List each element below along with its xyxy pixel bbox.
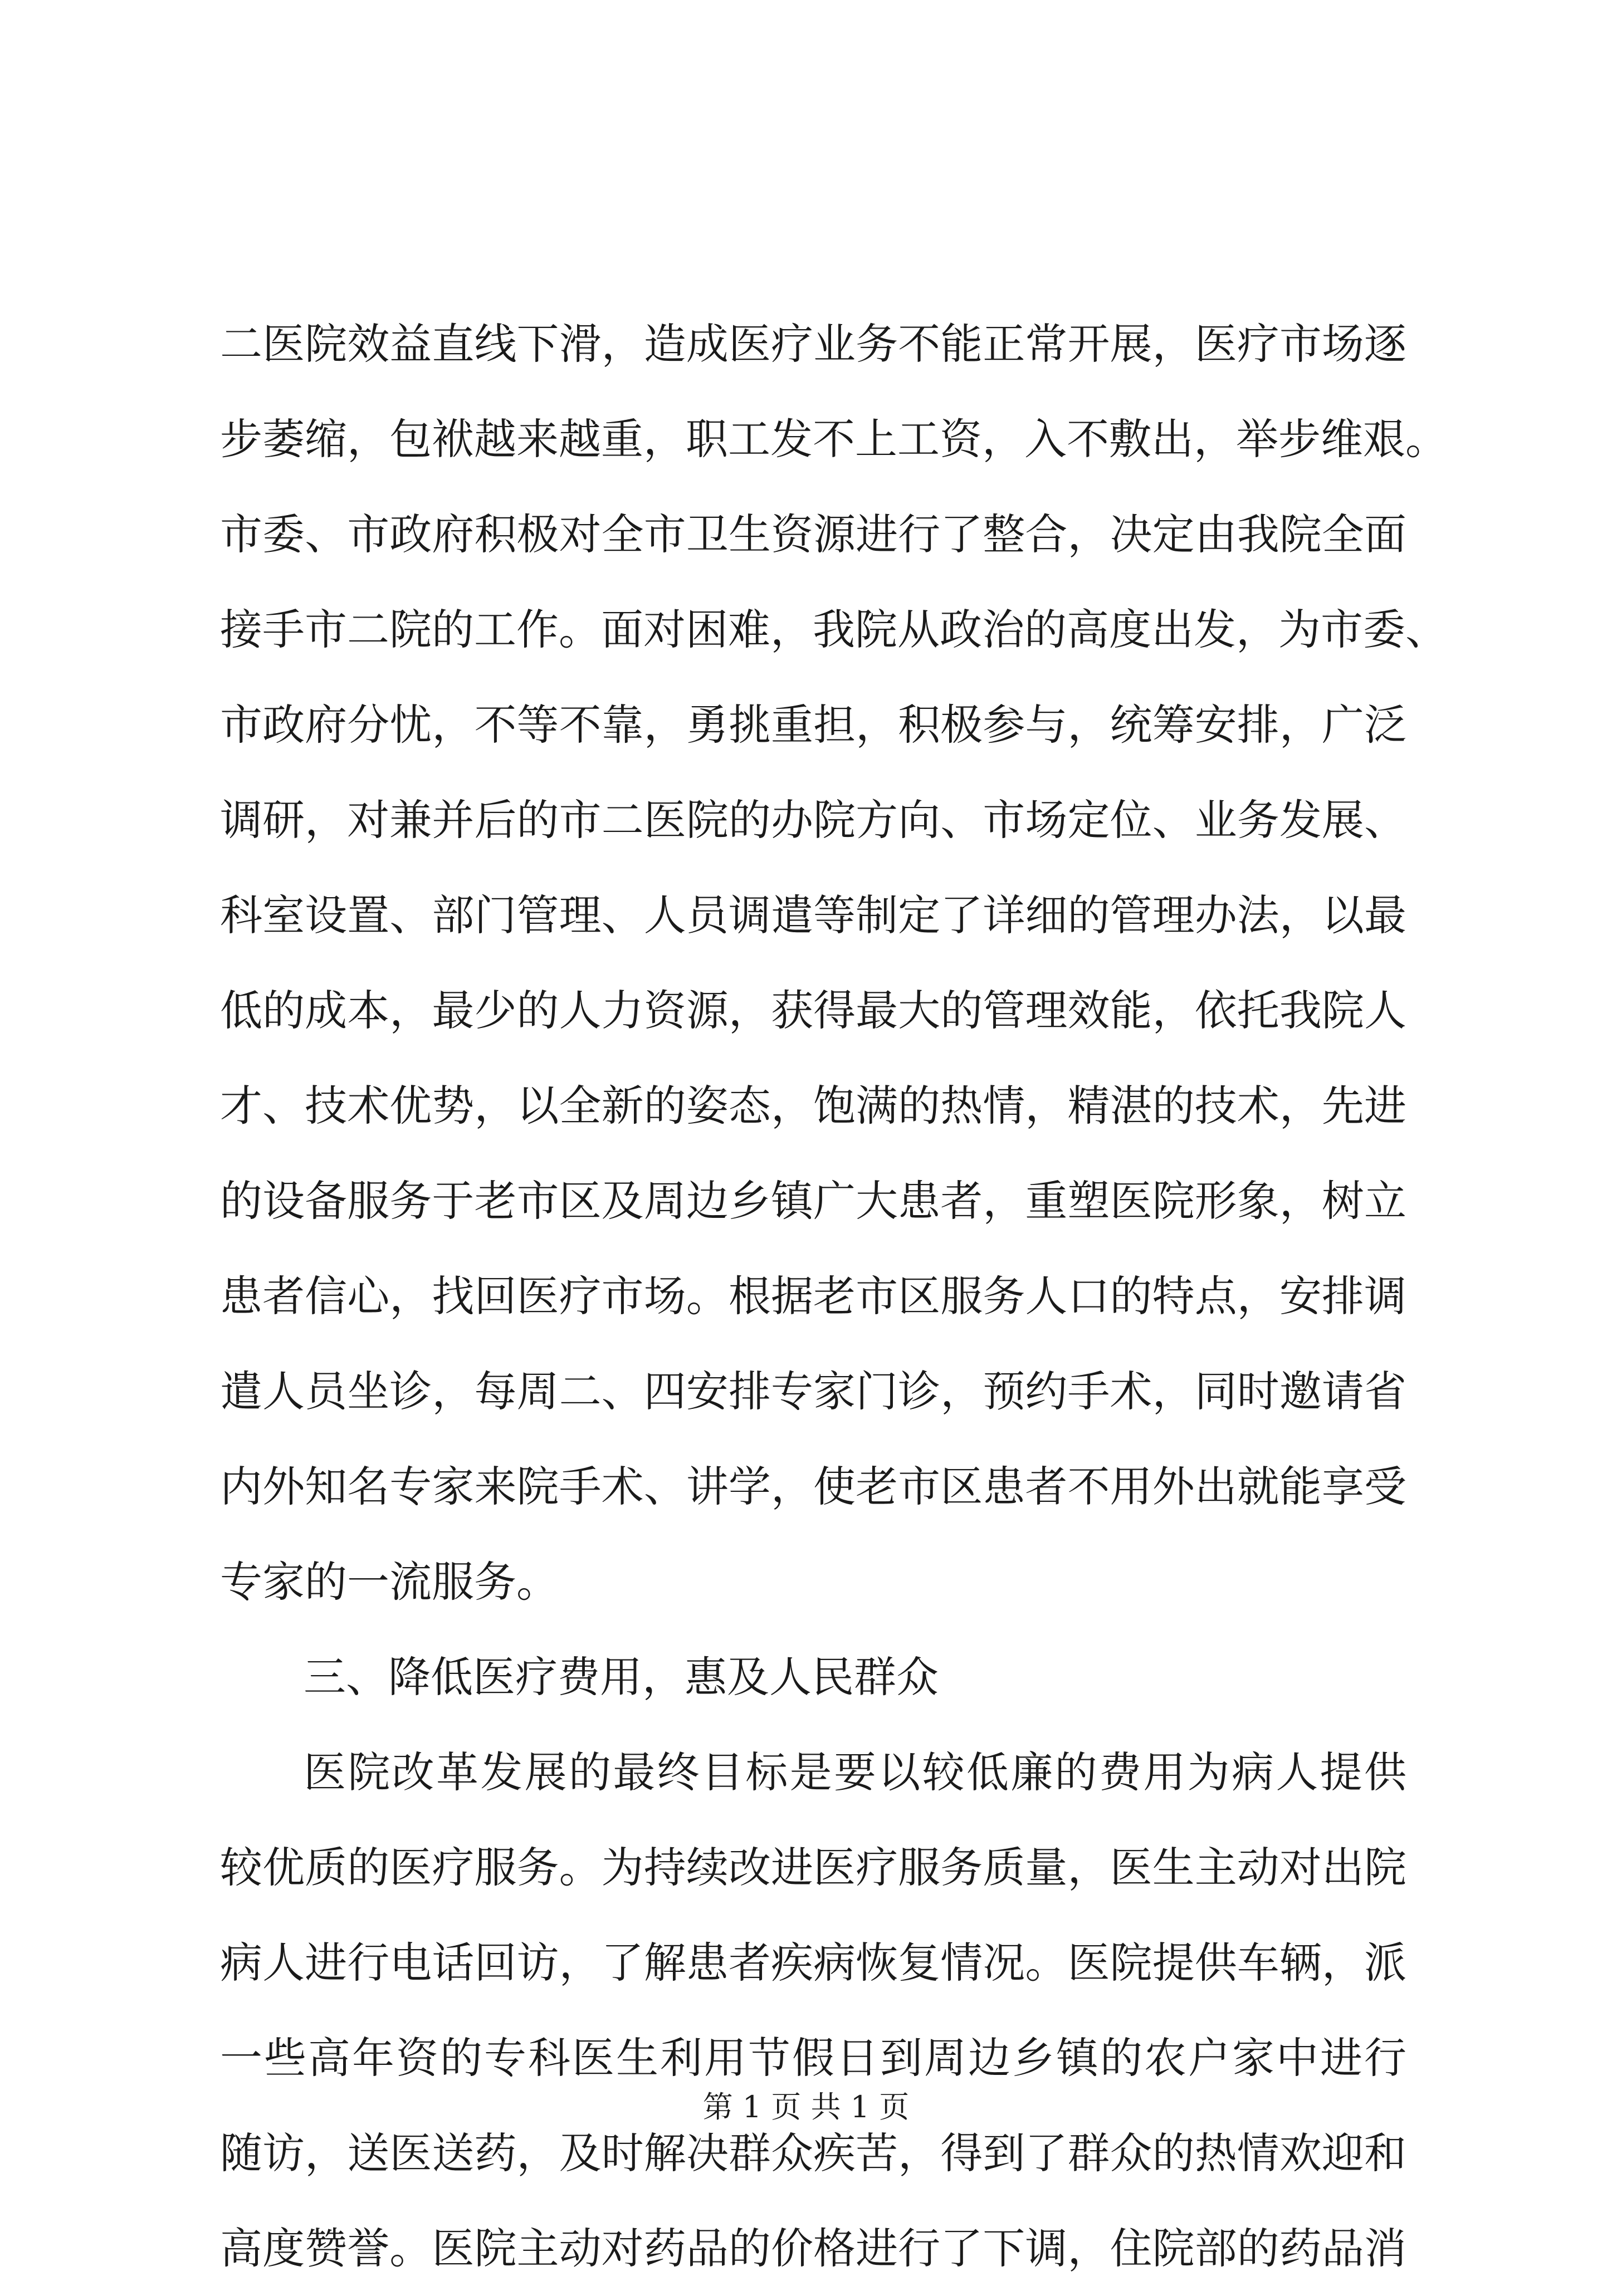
paragraph-line: 调研，对兼并后的市二医院的办院方向、市场定位、业务发展、 [220,795,1406,845]
paragraph-line: 接手市二院的工作。面对困难，我院从政治的高度出发，为市委、 [220,605,1448,654]
paragraph-line: 较优质的医疗服务。为持续改进医疗服务质量，医生主动对出院 [220,1843,1406,1892]
paragraph-line: 随访，送医送药，及时解决群众疾苦，得到了群众的热情欢迎和 [220,2128,1406,2178]
paragraph-line: 医院改革发展的最终目标是要以较低廉的费用为病人提供 [304,1747,1406,1797]
paragraph-line: 市政府分忧，不等不靠，勇挑重担，积极参与，统筹安排，广泛 [220,700,1406,750]
paragraph-line: 患者信心，找回医疗市场。根据老市区服务人口的特点，安排调 [220,1271,1406,1321]
paragraph-line: 病人进行电话回访，了解患者疾病恢复情况。医院提供车辆，派 [220,1938,1406,1987]
paragraph-line: 的设备服务于老市区及周边乡镇广大患者，重塑医院形象，树立 [220,1176,1406,1226]
paragraph-line: 科室设置、部门管理、人员调遣等制定了详细的管理办法，以最 [220,890,1406,940]
page-number-footer: 第 1 页 共 1 页 [702,2089,910,2124]
section-heading: 三、降低医疗费用，惠及人民群众 [304,1652,939,1702]
paragraph-line: 专家的一流服务。 [220,1557,559,1607]
paragraph-line: 才、技术优势，以全新的姿态，饱满的热情，精湛的技术，先进 [220,1081,1406,1130]
paragraph-line: 一些高年资的专科医生利用节假日到周边乡镇的农户家中进行 [220,2033,1406,2083]
paragraph-line: 内外知名专家来院手术、讲学，使老市区患者不用外出就能享受 [220,1462,1406,1511]
paragraph-line: 高度赞誉。医院主动对药品的价格进行了下调，住院部的药品消 [220,2224,1406,2273]
paragraph-line: 市委、市政府积极对全市卫生资源进行了整合，决定由我院全面 [220,510,1406,559]
document-body [220,296,1448,2296]
paragraph-line: 步萎缩，包袱越来越重，职工发不上工资，入不敷出，举步维艰。 [220,414,1448,464]
paragraph-line: 二医院效益直线下滑，造成医疗业务不能正常开展，医疗市场逐 [220,319,1406,369]
paragraph-line: 低的成本，最少的人力资源，获得最大的管理效能，依托我院人 [220,986,1406,1035]
paragraph-line: 遣人员坐诊，每周二、四安排专家门诊，预约手术，同时邀请省 [220,1367,1406,1416]
